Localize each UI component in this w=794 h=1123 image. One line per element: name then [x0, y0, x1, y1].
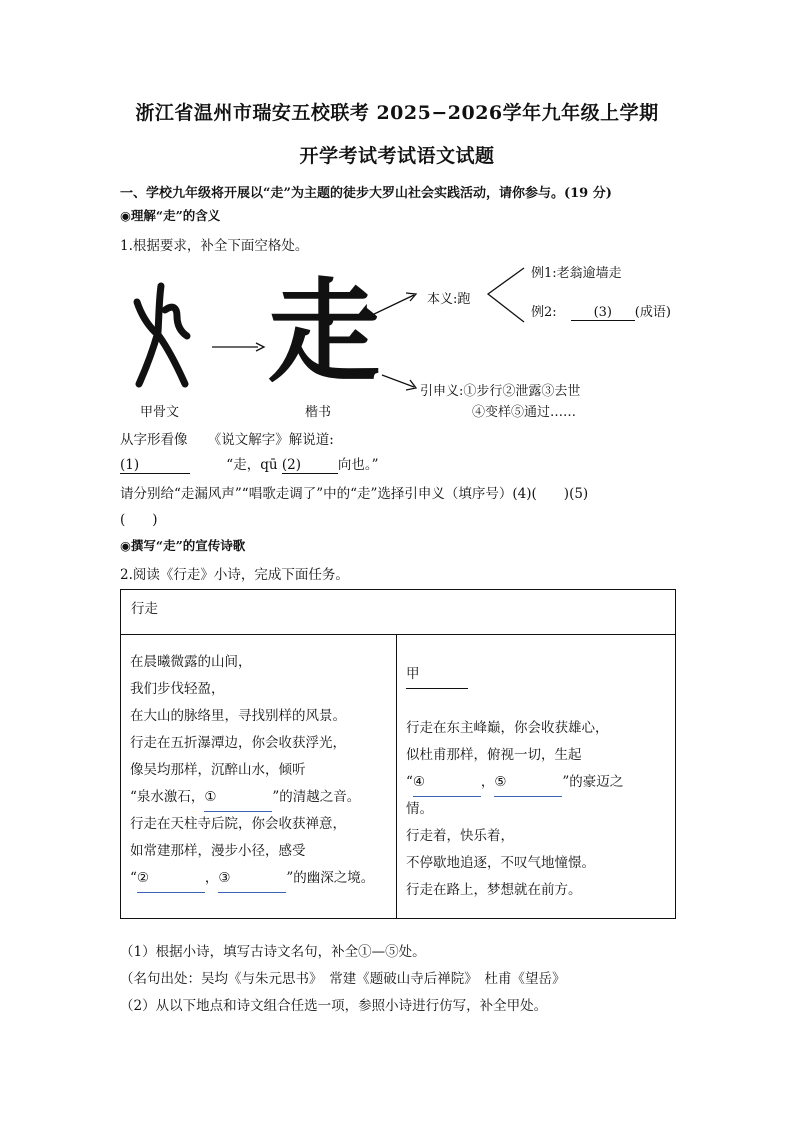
- poem-text: ，: [204, 870, 219, 886]
- poem-line: 似杜甫那样，俯视一切，生起: [406, 747, 582, 763]
- poem-line: 不停歇地追逐，不叹气地憧憬。: [406, 855, 595, 871]
- task-2: （2）从以下地点和诗文组合任选一项，参照小诗进行仿写，补全甲处。: [120, 998, 548, 1014]
- poem-blank-3[interactable]: ③: [218, 865, 286, 893]
- branch-bracket-icon: [484, 264, 528, 326]
- extended-meaning-line2: ④变样⑤通过……: [472, 405, 577, 420]
- poem-line: 行走在天柱寺后院，你会收获禅意，: [130, 816, 346, 832]
- poem-text: ”的清越之音。: [272, 789, 361, 805]
- poem-text: “: [130, 870, 137, 886]
- subheading-poem: ◉撰写“走”的宣传诗歌: [120, 538, 246, 553]
- poem-line: [406, 688, 675, 715]
- section-1-heading: 一、学校九年级将开展以“走”为主题的徒步大罗山社会实践活动，请你参与。(19 分): [120, 186, 612, 201]
- shuowen-quote: [120, 453, 379, 474]
- extended-meaning-line1: 引申义:①步行②泄露③去世: [420, 384, 581, 399]
- kaishu-label: 楷书: [305, 405, 332, 420]
- task-1-source: （名句出处：吴均《与朱元思书》 常建《题破山寺后禅院》 杜甫《望岳》: [120, 971, 566, 987]
- arrow-right-icon: [210, 340, 266, 354]
- poem-line: [130, 865, 396, 892]
- poem-line: [406, 661, 675, 688]
- poem-blank-5[interactable]: ⑤: [494, 769, 562, 797]
- arrow-down-right-icon: [380, 372, 420, 392]
- question-1-task-line2: ( ): [120, 512, 158, 528]
- oracle-bone-label: 甲骨文: [140, 405, 180, 420]
- poem-text: ，: [480, 774, 495, 790]
- example-2-suffix: (成语): [634, 305, 671, 320]
- shuowen-line: 从字形看像 《说文解字》解说道:: [120, 432, 334, 448]
- quote-end: 向也。”: [337, 457, 379, 473]
- poem-line: 行走在五折瀑潭边，你会收获浮光，: [130, 735, 346, 751]
- poem-line: 行走在东主峰巅，你会收获雄心，: [406, 720, 609, 736]
- poem-line: 像吴均那样，沉醉山水，倾听: [130, 762, 306, 778]
- original-meaning: 本义:跑: [427, 292, 471, 307]
- poem-text: ”的幽深之境。: [286, 870, 375, 886]
- poem-line: [130, 784, 396, 811]
- arrow-up-right-icon: [368, 290, 420, 320]
- poem-blank-1[interactable]: ①: [204, 784, 272, 812]
- poem-line: 行走着，快乐着，: [406, 828, 514, 844]
- question-1-task-line1: 请分别给“走漏风声”“唱歌走调了”中的“走”选择引申义（填序号）(4)( )(5): [120, 486, 589, 502]
- oracle-bone-glyph-icon: [125, 280, 195, 392]
- poem-right-cell: [397, 635, 676, 919]
- blank-2[interactable]: (2): [282, 457, 338, 474]
- blank-3[interactable]: (3): [571, 305, 635, 321]
- poem-text: ”的豪迈之: [562, 774, 624, 790]
- poem-line: 我们步伐轻盈，: [130, 681, 225, 697]
- poem-line: 在晨曦微露的山间，: [130, 654, 252, 670]
- poem-line: 在大山的脉络里，寻找别样的风景。: [130, 708, 346, 724]
- poem-title: 行走: [131, 601, 158, 617]
- task-1: （1）根据小诗，填写古诗文名句，补全①—⑤处。: [120, 944, 426, 960]
- poem-text: “: [406, 774, 413, 790]
- question-2: 2.阅读《行走》小诗，完成下面任务。: [120, 567, 349, 583]
- poem-line: 行走在路上，梦想就在前方。: [406, 882, 582, 898]
- kaishu-character: 走: [268, 267, 380, 398]
- example-2-prefix: 例2:: [531, 305, 557, 320]
- poem-line: 情。: [406, 801, 433, 817]
- page-title-line1: 浙江省温州市瑞安五校联考 2025−2026学年九年级上学期: [135, 102, 659, 124]
- example-2: [531, 301, 671, 321]
- poem-blank-4[interactable]: ④: [413, 769, 481, 797]
- blank-jia[interactable]: 甲: [406, 661, 468, 689]
- poem-line: [406, 769, 675, 796]
- poem-text: “泉水激石，: [130, 789, 205, 805]
- poem-title-cell: [121, 590, 676, 635]
- page-title-line2: 开学考试考试语文试题: [299, 145, 495, 167]
- poem-line: 如常建那样，漫步小径，感受: [130, 843, 306, 859]
- question-1: 1.根据要求，补全下面空格处。: [120, 238, 309, 254]
- quote-start: “走，qū: [226, 457, 278, 473]
- poem-table: [120, 589, 676, 919]
- subheading-meaning: ◉理解“走”的含义: [120, 208, 221, 223]
- blank-1[interactable]: (1): [120, 457, 190, 474]
- poem-left-cell: [121, 635, 397, 919]
- poem-blank-2[interactable]: ②: [137, 865, 205, 893]
- example-1: 例1:老翁逾墙走: [531, 266, 622, 281]
